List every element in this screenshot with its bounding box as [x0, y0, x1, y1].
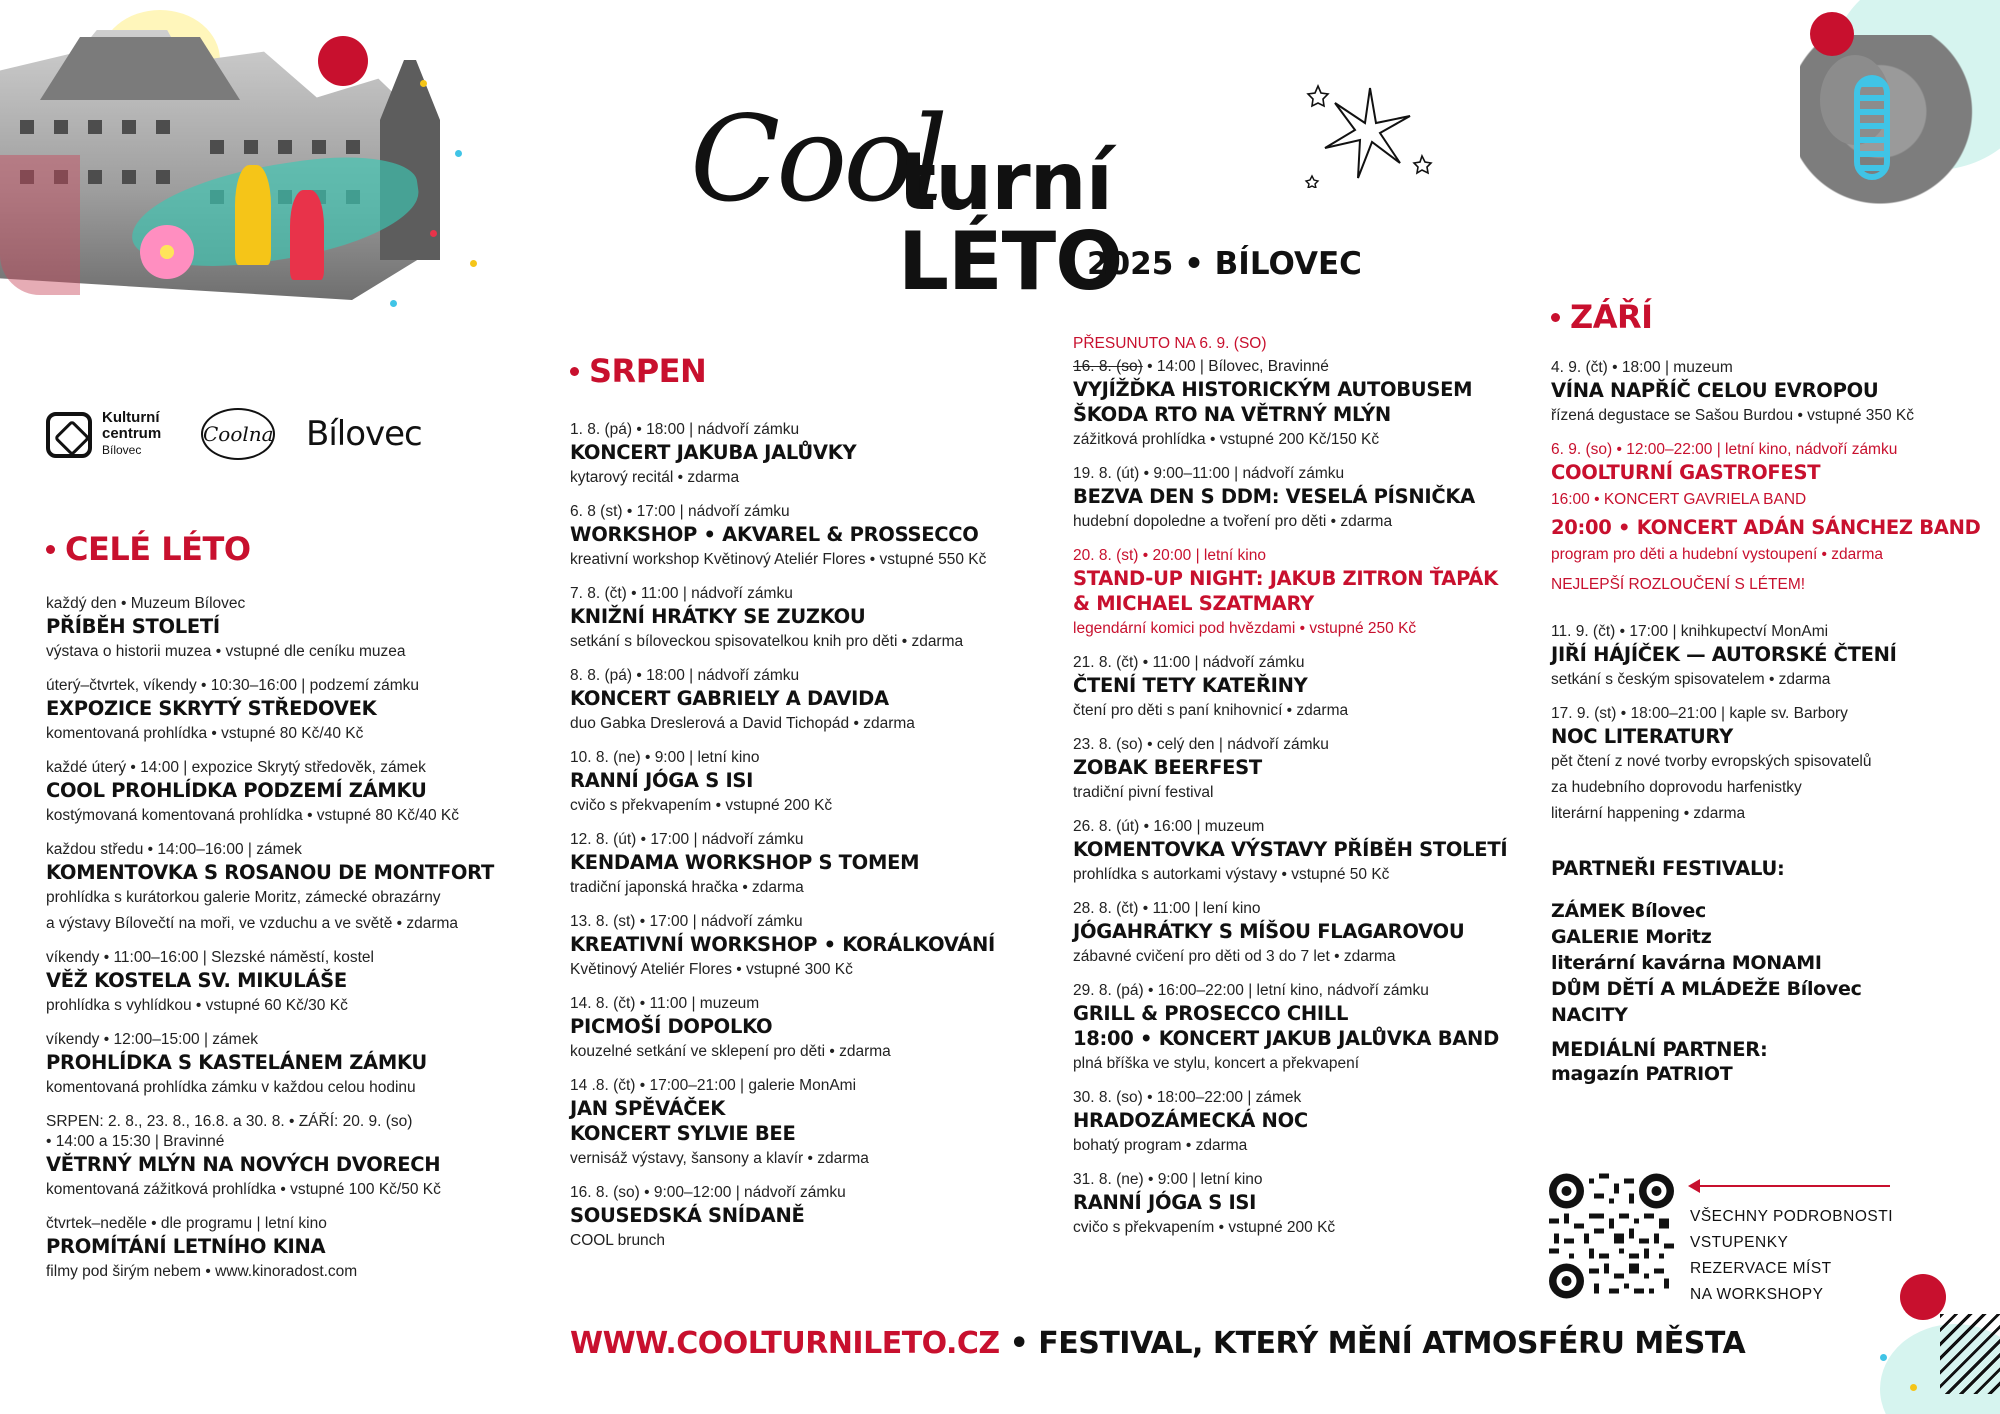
stars-icon — [1300, 78, 1440, 188]
partner-name: ZÁMEK Bílovec — [1551, 900, 1706, 922]
event-description: kytarový recitál • zdarma — [570, 469, 740, 486]
partner-name: GALERIE Moritz — [1551, 926, 1712, 948]
column-srpen — [570, 352, 1060, 1265]
event-description: prohlídka s kurátorkou galerie Moritz, zámecké obrazárny — [46, 889, 441, 906]
event-title: PROMÍTÁNÍ LETNÍHO KINA — [46, 1235, 326, 1258]
event-item — [570, 1076, 1060, 1172]
event-description: a výstavy Bílovečtí na moři, ve vzduchu a ve světě • zdarma — [46, 915, 459, 932]
kulturni-centrum-logo-icon — [46, 412, 92, 458]
partner-name: literární kavárna MONAMI — [1551, 952, 1822, 974]
partners-block — [1551, 857, 1991, 1087]
moved-note: PŘESUNUTO NA 6. 9. (SO) — [1073, 335, 1267, 352]
event-item — [570, 830, 1060, 901]
event-title: KONCERT SYLVIE BEE — [570, 1122, 796, 1145]
event-meta: 23. 8. (so) • celý den | nádvoří zámku — [1073, 736, 1329, 753]
event-title: ČTENÍ TETY KATEŘINY — [1073, 674, 1308, 697]
bilovec-city-logo: Bílovec — [306, 414, 422, 454]
event-list — [46, 594, 546, 1285]
moved-event — [1073, 357, 1553, 377]
event-description: filmy pod širým nebem • www.kinoradost.com — [46, 1263, 358, 1280]
event-description: Květinový Ateliér Flores • vstupné 300 Kč — [570, 961, 853, 978]
event-title: RANNÍ JÓGA S ISI — [1073, 1191, 1257, 1214]
event-item — [46, 840, 546, 937]
event-description: cvičo s překvapením • vstupné 200 Kč — [570, 797, 833, 814]
event-meta: víkendy • 11:00–16:00 | Slezské náměstí, kostel — [46, 949, 374, 966]
event-item — [46, 1214, 546, 1285]
event-meta: 10. 8. (ne) • 9:00 | letní kino — [570, 749, 760, 766]
event-title: JÓGAHRÁTKY S MÍŠOU FLAGAROVOU — [1073, 920, 1465, 943]
qr-note-line: VSTUPENKY — [1690, 1234, 1789, 1251]
event-description: prohlídka s autorkami výstavy • vstupné 50 Kč — [1073, 866, 1390, 883]
poodle-illustration — [1790, 0, 2000, 240]
partners-heading: PARTNEŘI FESTIVALU: — [1551, 857, 1785, 880]
event-title: PŘÍBĚH STOLETÍ — [46, 615, 220, 638]
event-meta: 1. 8. (pá) • 18:00 | nádvoří zámku — [570, 421, 800, 438]
event-description: čtení pro děti s paní knihovnicí • zdarma — [1073, 702, 1349, 719]
partners-list — [1551, 898, 1991, 1028]
event-item — [1073, 899, 1553, 970]
event-meta: úterý–čtvrtek, víkendy • 10:30–16:00 | podzemí zámku — [46, 677, 420, 694]
event-title: KOMENTOVKA VÝSTAVY PŘÍBĚH STOLETÍ — [1073, 838, 1508, 861]
event-meta: 26. 8. (út) • 16:00 | muzeum — [1073, 818, 1265, 835]
event-item — [46, 948, 546, 1019]
event-gastrofest: 6. 9. (so) • 12:00–22:00 | letní kino, nádvoří zámku COOLTURNÍ GASTROFEST 16:00 • KONCERT GAVRIELA BAND 20:00 • KONCERT ADÁN SÁNCHEZ BAND program pro děti a hudební vystoupení • zdarma NEJLEPŠÍ ROZLOUČENÍ S LÉTEM! — [1551, 441, 1981, 593]
event-description: tradiční pivní festival — [1073, 784, 1214, 801]
qr-note — [1690, 1204, 1893, 1308]
event-item — [1551, 358, 1991, 429]
event-item — [1073, 464, 1553, 535]
event-meta: každé úterý • 14:00 | expozice Skrytý středověk, zámek — [46, 759, 426, 776]
event-title: KENDAMA WORKSHOP S TOMEM — [570, 851, 920, 874]
kulturni-centrum-logo-text: Kulturní centrum Bílovec — [102, 409, 162, 457]
event-description: setkání s bíloveckou spisovatelkou knih pro děti • zdarma — [570, 633, 964, 650]
castle-collage-illustration — [0, 0, 490, 330]
event-item — [1073, 817, 1553, 888]
event-title: VÍNA NAPŘÍČ CELOU EVROPOU — [1551, 379, 1879, 402]
event-title: KONCERT GABRIELY A DAVIDA — [570, 687, 889, 710]
event-description: výstava o historii muzea • vstupné dle ceníku muzea — [46, 643, 406, 660]
event-description: za hudebního doprovodu harfenistky — [1551, 779, 1802, 796]
event-description: komentovaná prohlídka • vstupné 80 Kč/40 Kč — [46, 725, 364, 742]
event-description: cvičo s překvapením • vstupné 200 Kč — [1073, 1219, 1336, 1236]
event-meta: 8. 8. (pá) • 18:00 | nádvoří zámku — [570, 667, 800, 684]
event-item — [570, 912, 1060, 983]
event-meta: každou středu • 14:00–16:00 | zámek — [46, 841, 302, 858]
column-zari — [1551, 298, 1991, 1087]
event-meta: víkendy • 12:00–15:00 | zámek — [46, 1031, 258, 1048]
event-list — [1073, 377, 1553, 1241]
logo-script: Cool — [690, 90, 945, 228]
event-title: COOL PROHLÍDKA PODZEMÍ ZÁMKU — [46, 779, 427, 802]
event-item — [1073, 1088, 1553, 1159]
event-meta: 11. 9. (čt) • 17:00 | knihkupectví MonAmi — [1551, 623, 1829, 640]
event-item — [1551, 622, 1991, 693]
event-item — [570, 584, 1060, 655]
event-title: VĚŽ KOSTELA SV. MIKULÁŠE — [46, 969, 347, 992]
event-title: JIŘÍ HÁJÍČEK — AUTORSKÉ ČTENÍ — [1551, 643, 1897, 666]
event-item — [1073, 1170, 1553, 1241]
section-heading-zari: ZÁŘÍ — [1551, 298, 1991, 336]
event-meta: 21. 8. (čt) • 11:00 | nádvoří zámku — [1073, 654, 1305, 671]
event-meta: 4. 9. (čt) • 18:00 | muzeum — [1551, 359, 1733, 376]
event-description: literární happening • zdarma — [1551, 805, 1746, 822]
corner-decoration — [1870, 1264, 2000, 1414]
event-item — [570, 502, 1060, 573]
event-meta: každý den • Muzeum Bílovec — [46, 595, 246, 612]
event-description: legendární komici pod hvězdami • vstupné 250 Kč — [1073, 620, 1417, 637]
event-meta: SRPEN: 2. 8., 23. 8., 16.8. a 30. 8. • ZÁŘÍ: 20. 9. (so) — [46, 1113, 413, 1130]
event-item — [1073, 735, 1553, 806]
event-item — [46, 1112, 546, 1203]
event-meta: 30. 8. (so) • 18:00–22:00 | zámek — [1073, 1089, 1302, 1106]
event-description: hudební dopoledne a tvoření pro děti • zdarma — [1073, 513, 1393, 530]
event-meta: 7. 8. (čt) • 11:00 | nádvoří zámku — [570, 585, 793, 602]
event-title: HRADOZÁMECKÁ NOC — [1073, 1109, 1308, 1132]
event-description: komentovaná prohlídka zámku v každou celou hodinu — [46, 1079, 416, 1096]
media-partner: magazín PATRIOT — [1551, 1063, 1733, 1085]
event-meta: • 14:00 a 15:30 | Bravinné — [46, 1133, 225, 1150]
event-meta: 19. 8. (út) • 9:00–11:00 | nádvoří zámku — [1073, 465, 1345, 482]
event-title: ZOBAK BEERFEST — [1073, 756, 1262, 779]
event-title: SOUSEDSKÁ SNÍDANĚ — [570, 1204, 805, 1227]
event-title: KONCERT JAKUBA JALŮVKY — [570, 441, 857, 464]
event-list — [1551, 622, 1991, 827]
event-item — [1073, 546, 1553, 642]
event-description: pět čtení z nové tvorby evropských spisovatelů — [1551, 753, 1872, 770]
event-title: WORKSHOP • AKVAREL & PROSSECCO — [570, 523, 979, 546]
bullet-icon — [570, 367, 579, 376]
event-title: RANNÍ JÓGA S ISI — [570, 769, 754, 792]
original-date: 16. 8. (so) — [1073, 358, 1143, 375]
event-description: vernisáž výstavy, šansony a klavír • zdarma — [570, 1150, 869, 1167]
event-title: & MICHAEL SZATMARY — [1073, 592, 1314, 615]
partner-name: NACITY — [1551, 1004, 1628, 1026]
event-title: VĚTRNÝ MLÝN NA NOVÝCH DVORECH — [46, 1153, 441, 1176]
event-meta: čtvrtek–neděle • dle programu | letní kino — [46, 1215, 327, 1232]
event-meta: 13. 8. (st) • 17:00 | nádvoří zámku — [570, 913, 803, 930]
event-item — [570, 1183, 1060, 1254]
event-meta: 14. 8. (čt) • 11:00 | muzeum — [570, 995, 760, 1012]
event-description: plná bříška ve stylu, koncert a překvapení — [1073, 1055, 1360, 1072]
event-meta: 14 .8. (čt) • 17:00–21:00 | galerie MonAmi — [570, 1077, 857, 1094]
event-title: 18:00 • KONCERT JAKUB JALŮVKA BAND — [1073, 1027, 1499, 1050]
event-description: tradiční japonská hračka • zdarma — [570, 879, 804, 896]
event-title: VYJÍŽĎKA HISTORICKÝM AUTOBUSEM — [1073, 378, 1473, 401]
event-item — [46, 676, 546, 747]
event-description: bohatý program • zdarma — [1073, 1137, 1248, 1154]
event-title: PROHLÍDKA S KASTELÁNEM ZÁMKU — [46, 1051, 427, 1074]
event-item — [1073, 653, 1553, 724]
event-description: kostýmovaná komentovaná prohlídka • vstupné 80 Kč/40 Kč — [46, 807, 459, 824]
event-description: setkání s českým spisovatelem • zdarma — [1551, 671, 1831, 688]
event-description: zábavné cvičení pro děti od 3 do 7 let • zdarma — [1073, 948, 1396, 965]
event-item — [46, 758, 546, 829]
event-title: STAND-UP NIGHT: JAKUB ZITRON ŤAPÁK — [1073, 567, 1498, 590]
event-title: PICMOŠÍ DOPOLKO — [570, 1015, 773, 1038]
event-description: duo Gabka Dreslerová a David Tichopád • zdarma — [570, 715, 915, 732]
organizer-logos — [46, 408, 446, 468]
event-item — [570, 666, 1060, 737]
event-meta: 28. 8. (čt) • 11:00 | lení kino — [1073, 900, 1261, 917]
coolna-badge-logo: Coolna — [201, 408, 275, 460]
arrow-left-icon — [1690, 1185, 1890, 1187]
qr-code[interactable] — [1549, 1172, 1674, 1300]
event-item — [1073, 981, 1553, 1077]
event-title: EXPOZICE SKRYTÝ STŘEDOVEK — [46, 697, 377, 720]
qr-note-line: NA WORKSHOPY — [1690, 1286, 1824, 1303]
qr-note-line: REZERVACE MÍST — [1690, 1260, 1832, 1277]
media-partner-heading: MEDIÁLNÍ PARTNER: — [1551, 1038, 1768, 1061]
section-heading-srpen: SRPEN — [570, 352, 1060, 390]
bullet-icon — [46, 545, 55, 554]
event-item — [1073, 377, 1553, 453]
event-description: zážitková prohlídka • vstupné 200 Kč/150 Kč — [1073, 431, 1380, 448]
event-title: JAN SPĚVÁČEK — [570, 1097, 726, 1120]
event-item — [570, 994, 1060, 1065]
footer — [570, 1326, 1745, 1361]
website-link[interactable]: WWW.COOLTURNILETO.CZ — [570, 1326, 1000, 1361]
event-meta: 6. 8 (st) • 17:00 | nádvoří zámku — [570, 503, 790, 520]
event-meta: 29. 8. (pá) • 16:00–22:00 | letní kino, nádvoří zámku — [1073, 982, 1429, 999]
partner-name: DŮM DĚTÍ A MLÁDEŽE Bílovec — [1551, 978, 1862, 1000]
event-title: KOMENTOVKA S ROSANOU DE MONTFORT — [46, 861, 495, 884]
event-description: kreativní workshop Květinový Ateliér Flores • vstupné 550 Kč — [570, 551, 987, 568]
event-title: KNIŽNÍ HRÁTKY SE ZUZKOU — [570, 605, 866, 628]
event-item — [46, 594, 546, 665]
event-item — [570, 748, 1060, 819]
event-list — [1551, 358, 1991, 429]
event-description: kouzelné setkání ve sklepení pro děti • zdarma — [570, 1043, 891, 1060]
event-title: GRILL & PROSECCO CHILL — [1073, 1002, 1349, 1025]
event-meta: 16. 8. (so) • 14:00 | Bílovec, Bravinné — [1073, 358, 1329, 375]
event-item — [46, 1030, 546, 1101]
event-list — [570, 420, 1060, 1254]
event-meta: 17. 9. (st) • 18:00–21:00 | kaple sv. Barbory — [1551, 705, 1848, 722]
qr-note-line: VŠECHNY PODROBNOSTI — [1690, 1208, 1894, 1225]
event-description: řízená degustace se Sašou Burdou • vstupné 350 Kč — [1551, 407, 1915, 424]
event-meta: 20. 8. (st) • 20:00 | letní kino — [1073, 547, 1266, 564]
event-description: COOL brunch — [570, 1232, 666, 1249]
section-heading-cele-leto: CELÉ LÉTO — [46, 530, 546, 568]
event-title: ŠKODA RTO NA VĚTRNÝ MLÝN — [1073, 403, 1391, 426]
event-title: KREATIVNÍ WORKSHOP • KORÁLKOVÁNÍ — [570, 933, 995, 956]
event-meta: 16. 8. (so) • 9:00–12:00 | nádvoří zámku — [570, 1184, 846, 1201]
year-place: 2025 • BÍLOVEC — [1087, 246, 1362, 282]
column-srpen-continued — [1073, 334, 1553, 1252]
column-cele-leto — [46, 530, 546, 1296]
footer-tagline: • FESTIVAL, KTERÝ MĚNÍ ATMOSFÉRU MĚSTA — [999, 1326, 1746, 1361]
event-description: prohlídka s vyhlídkou • vstupné 60 Kč/30 Kč — [46, 997, 348, 1014]
event-title: NOC LITERATURY — [1551, 725, 1733, 748]
event-item — [570, 420, 1060, 491]
event-item — [1551, 704, 1991, 827]
bullet-icon — [1551, 313, 1560, 322]
logo-main: turní LÉTO — [898, 135, 1123, 308]
event-meta: 31. 8. (ne) • 9:00 | letní kino — [1073, 1171, 1263, 1188]
event-description: komentovaná zážitková prohlídka • vstupné 100 Kč/50 Kč — [46, 1181, 441, 1198]
event-title: BEZVA DEN S DDM: VESELÁ PÍSNIČKA — [1073, 485, 1475, 508]
event-meta: 12. 8. (út) • 17:00 | nádvoří zámku — [570, 831, 804, 848]
